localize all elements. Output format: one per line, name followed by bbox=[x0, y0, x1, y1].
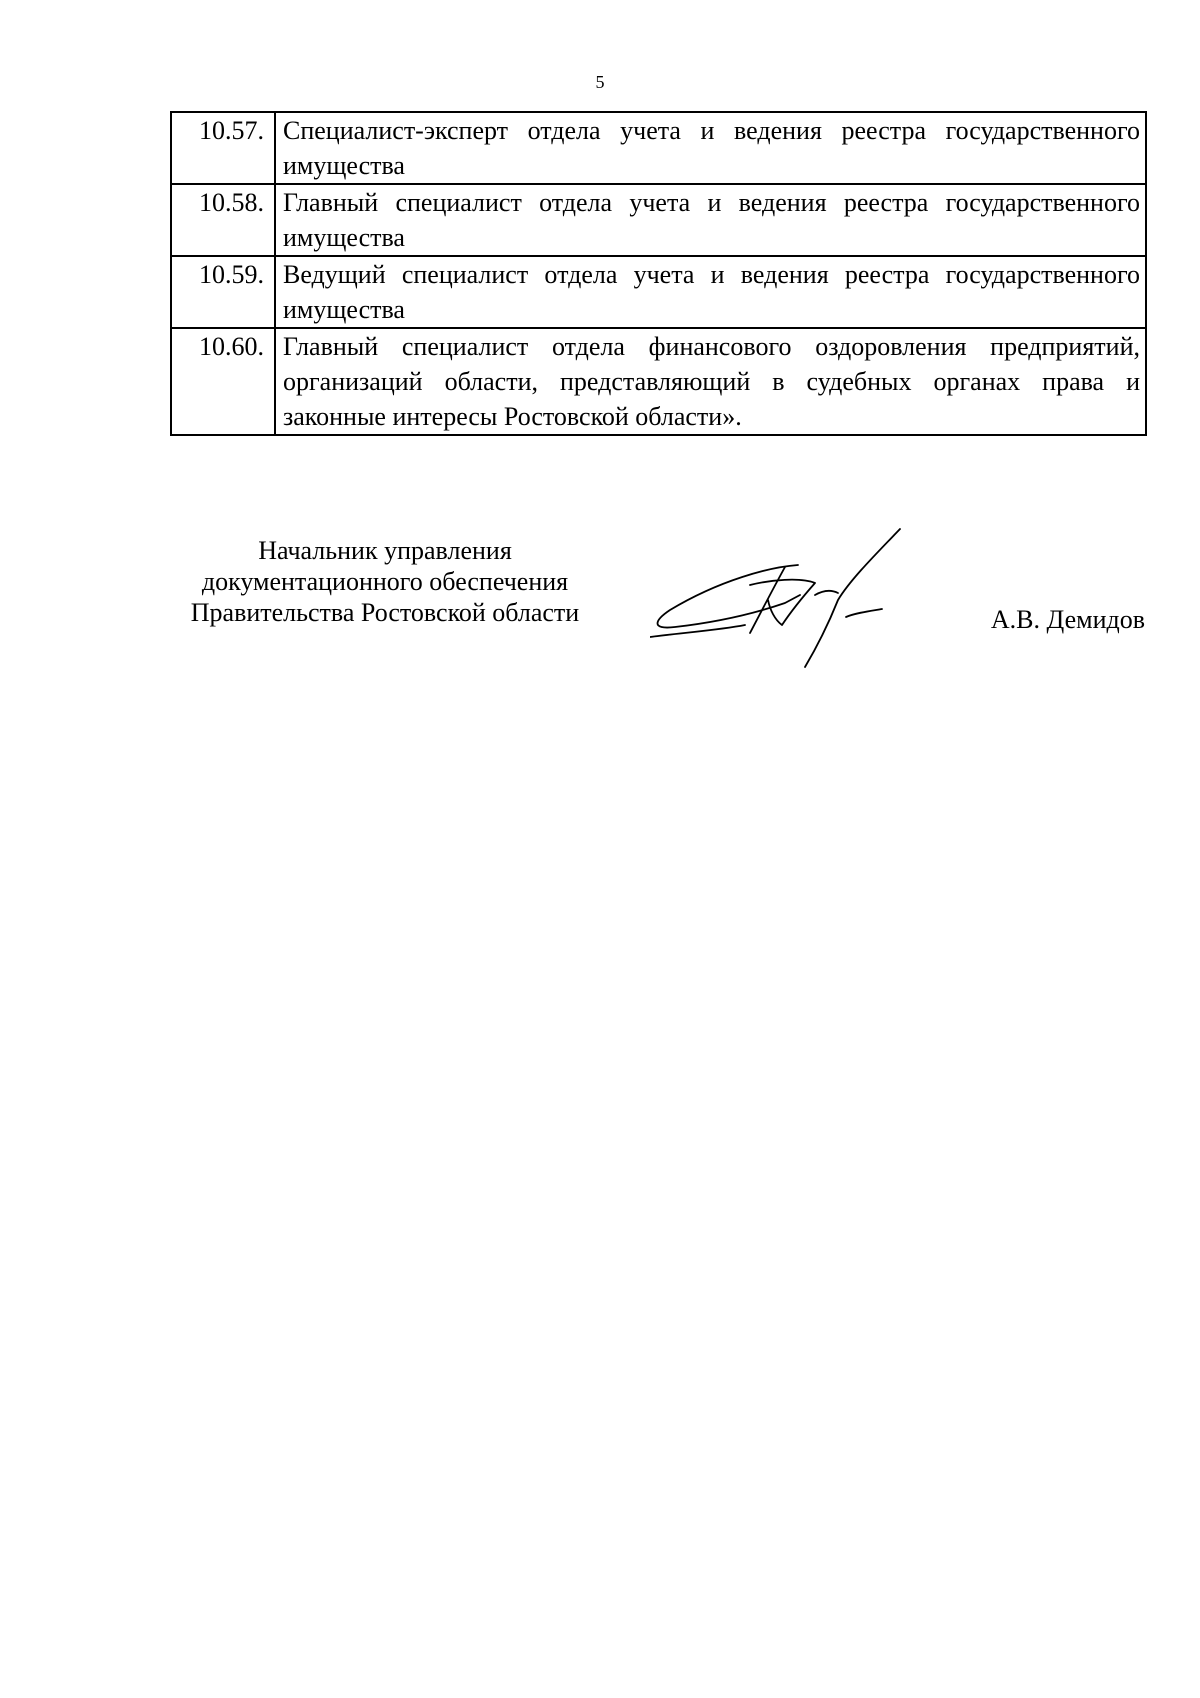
page-number: 5 bbox=[595, 72, 605, 92]
signatory-position-line: Правительства Ростовской области bbox=[190, 598, 580, 627]
position-title: Главный специалист отдела финансового оздоровления предприятий, организаций области, представляющий в судебных органах права и законные интересы Ростовской области». bbox=[275, 328, 1146, 435]
handwritten-signature-icon bbox=[650, 525, 950, 685]
table-row bbox=[171, 328, 1146, 435]
row-number: 10.57. bbox=[171, 112, 275, 184]
signatory-position bbox=[160, 535, 610, 628]
row-number: 10.59. bbox=[171, 256, 275, 328]
table-row bbox=[171, 184, 1146, 256]
position-title: Ведущий специалист отдела учета и ведения реестра государственного имущества bbox=[275, 256, 1146, 328]
position-title: Главный специалист отдела учета и ведения реестра государственного имущества bbox=[275, 184, 1146, 256]
signer-name: А.В. Демидов bbox=[990, 605, 1145, 634]
row-number: 10.60. bbox=[171, 328, 275, 435]
table-row bbox=[171, 112, 1146, 184]
table-row bbox=[171, 256, 1146, 328]
row-number: 10.58. bbox=[171, 184, 275, 256]
positions-table bbox=[170, 111, 1147, 436]
signatory-position-line: Начальник управления bbox=[258, 536, 512, 565]
signatory-position-line: документационного обеспечения bbox=[201, 567, 569, 596]
position-title: Специалист-эксперт отдела учета и ведения реестра государственного имущества bbox=[275, 112, 1146, 184]
